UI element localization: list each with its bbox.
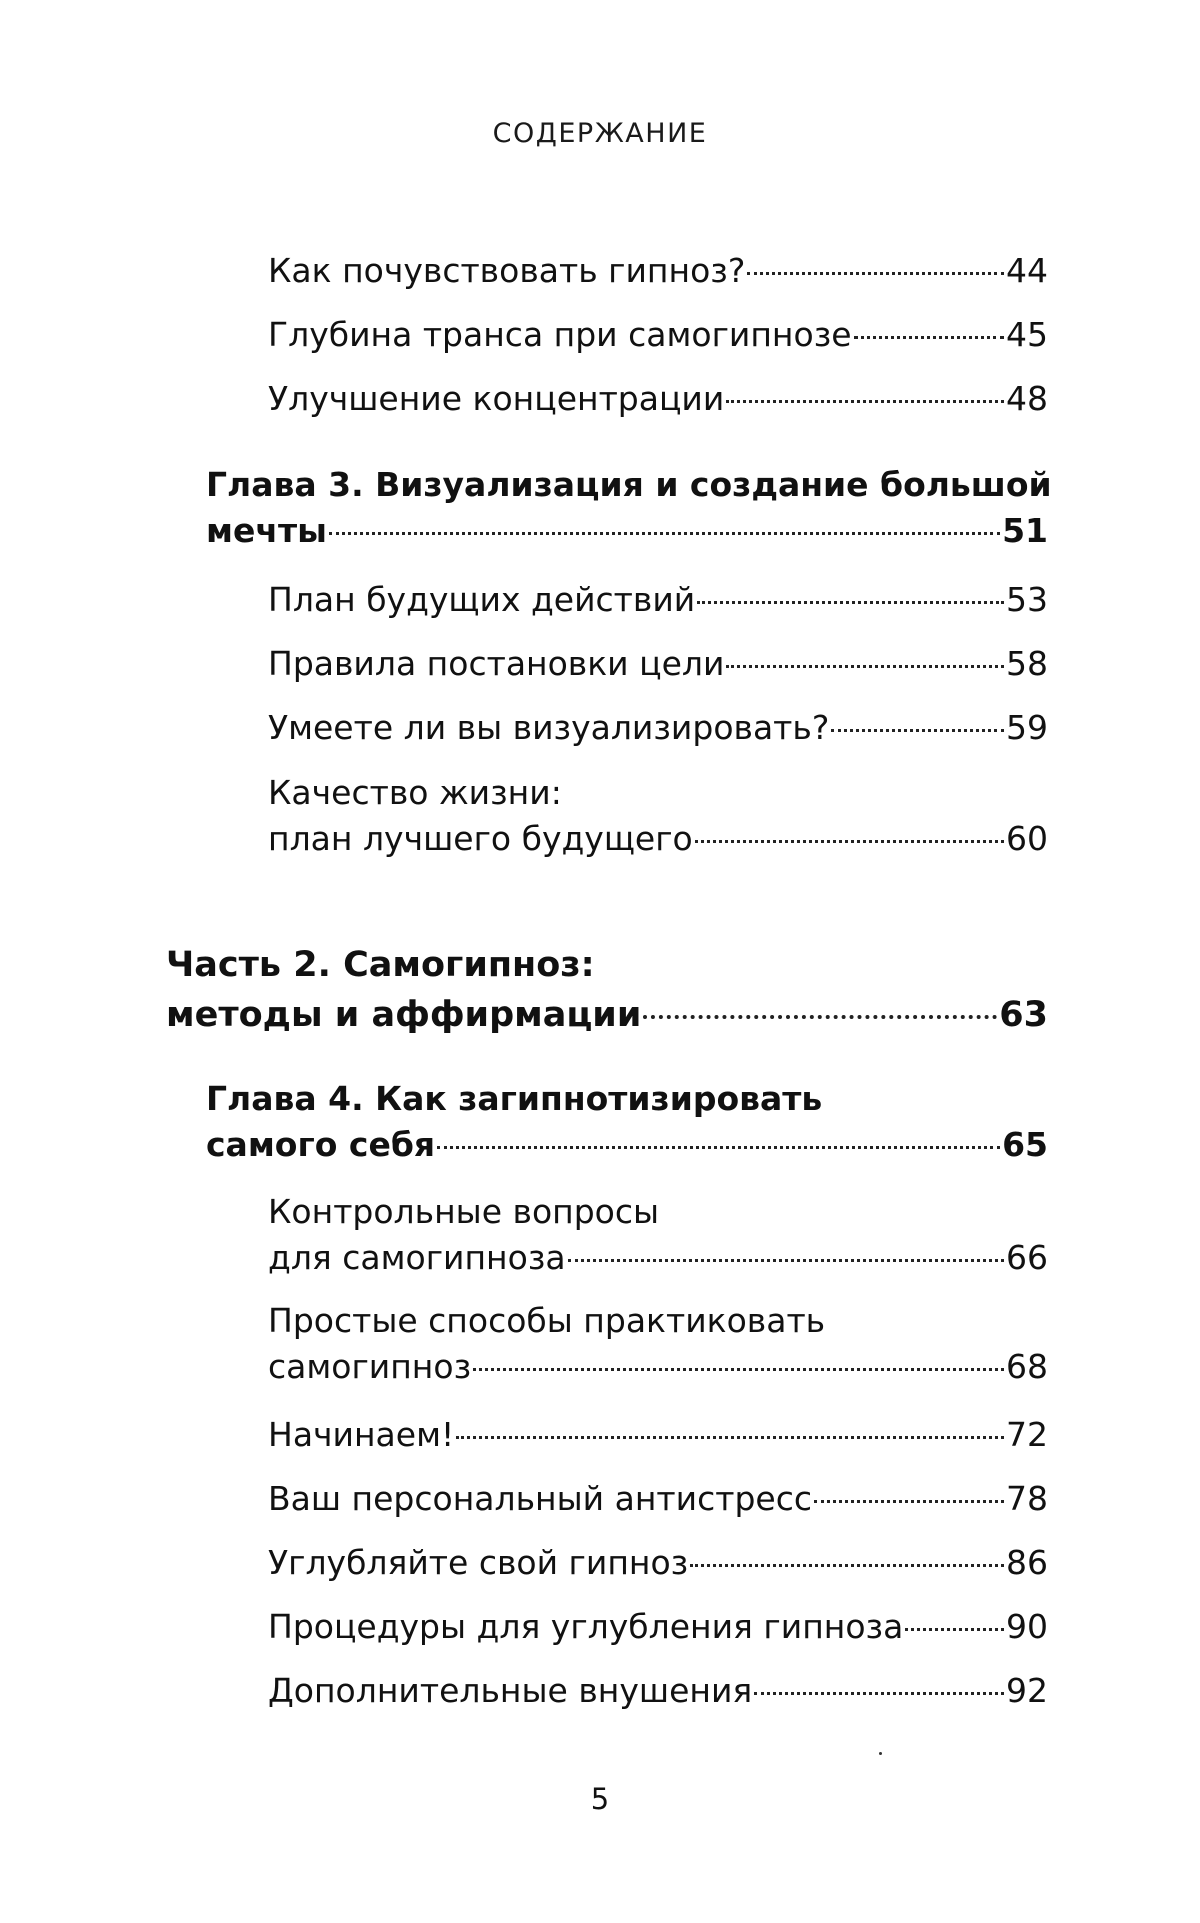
toc-entry-begin: [268, 1412, 1048, 1458]
toc-entry-page: 51: [1002, 511, 1048, 550]
toc-entry-procedures: [268, 1604, 1048, 1650]
dot-leader: [726, 665, 1004, 668]
toc-entry-title-line2: для самогипноза: [268, 1238, 566, 1277]
dot-leader: [726, 400, 1004, 403]
dot-leader: [814, 1500, 1004, 1503]
toc-entry-page: 78: [1006, 1479, 1048, 1518]
toc-entry-title-line2: самого себя: [206, 1125, 436, 1164]
dot-leader: [473, 1368, 1004, 1371]
toc-entry-page: 66: [1006, 1238, 1048, 1277]
toc-entry-title: Умеете ли вы визуализировать?: [268, 708, 830, 747]
toc-entry-title: Дополнительные внушения: [268, 1671, 753, 1710]
dot-leader: [437, 1146, 1000, 1149]
toc-entry-simple-ways: [268, 1298, 1048, 1390]
toc-entry-visualize: [268, 705, 1048, 751]
toc-entry-title-line2: самогипноз: [268, 1347, 472, 1386]
dot-leader: [754, 1692, 1004, 1695]
toc-entry-title-line2: методы и аффирмации: [166, 995, 642, 1035]
toc-entry-title: Ваш персональный антистресс: [268, 1479, 812, 1518]
toc-entry-page: 45: [1006, 315, 1048, 354]
dot-leader: [747, 272, 1004, 275]
running-title: СОДЕРЖАНИЕ: [492, 118, 708, 149]
toc-entry-title: Углубляйте свой гипноз: [268, 1543, 689, 1582]
toc-entry-page: 86: [1006, 1543, 1048, 1582]
dot-leader: [905, 1628, 1004, 1631]
toc-entry-page: 72: [1006, 1415, 1048, 1454]
toc-entry-goal-rules: [268, 641, 1048, 687]
toc-entry-title-line2: план лучшего будущего: [268, 819, 693, 858]
toc-entry-control-questions: [268, 1189, 1048, 1281]
toc-entry-title-line1: Глава 4. Как загипнотизировать: [206, 1079, 823, 1118]
dot-leader: [854, 336, 1004, 339]
dot-leader: [695, 840, 1004, 843]
toc-entry-page: 60: [1006, 819, 1048, 858]
toc-entry-page: 48: [1006, 379, 1048, 418]
toc-entry-quality-of-life: [268, 770, 1048, 862]
toc-entry-title-line1: Простые способы практиковать: [268, 1301, 826, 1340]
toc-chapter-3: [206, 462, 1052, 554]
toc-entry-page: 58: [1006, 644, 1048, 683]
toc-entry-action-plan: [268, 577, 1048, 623]
toc-entry-title: Начинаем!: [268, 1415, 455, 1454]
toc-entry-deepen: [268, 1540, 1048, 1586]
toc-entry-title: Как почувствовать гипноз?: [268, 251, 746, 290]
toc-entry-trance-depth: [268, 312, 1048, 358]
toc-entry-page: 68: [1006, 1347, 1048, 1386]
toc-entry-title: План будущих действий: [268, 580, 696, 619]
toc-entry-concentration: [268, 376, 1048, 422]
toc-entry-title-line1: Контрольные вопросы: [268, 1192, 660, 1231]
dot-leader: [643, 1015, 997, 1019]
toc-entry-page: 65: [1002, 1125, 1048, 1164]
toc-entry-antistress: [268, 1476, 1048, 1522]
toc-chapter-4: [206, 1076, 1048, 1168]
toc-entry-page: 90: [1006, 1607, 1048, 1646]
toc-entry-page: 59: [1006, 708, 1048, 747]
dot-leader: [456, 1436, 1004, 1439]
dot-leader: [690, 1564, 1004, 1567]
toc-entry-feel-hypnosis: [268, 248, 1048, 294]
toc-entry-title: Правила постановки цели: [268, 644, 725, 683]
toc-entry-title-line1: Качество жизни:: [268, 773, 562, 812]
toc-entry-title-line2: мечты: [206, 511, 327, 550]
toc-entry-page: 53: [1006, 580, 1048, 619]
toc-entry-page: 63: [999, 995, 1048, 1035]
toc-part-2: [166, 940, 1048, 1040]
dot-leader: [329, 532, 1000, 535]
toc-entry-page: 44: [1006, 251, 1048, 290]
print-speck: [879, 1752, 882, 1755]
toc-entry-title: Глубина транса при самогипнозе: [268, 315, 852, 354]
dot-leader: [697, 601, 1004, 604]
toc-entry-suggestions: [268, 1668, 1048, 1714]
toc-entry-title: Процедуры для углубления гипноза: [268, 1607, 904, 1646]
toc-entry-page: 92: [1006, 1671, 1048, 1710]
dot-leader: [831, 729, 1004, 732]
toc-entry-title: Улучшение концентрации: [268, 379, 725, 418]
toc-entry-title-line1: Глава 3. Визуализация и создание большой: [206, 465, 1052, 504]
page-number: 5: [590, 1782, 610, 1816]
toc-entry-title-line1: Часть 2. Самогипноз:: [166, 945, 595, 985]
dot-leader: [568, 1259, 1004, 1262]
